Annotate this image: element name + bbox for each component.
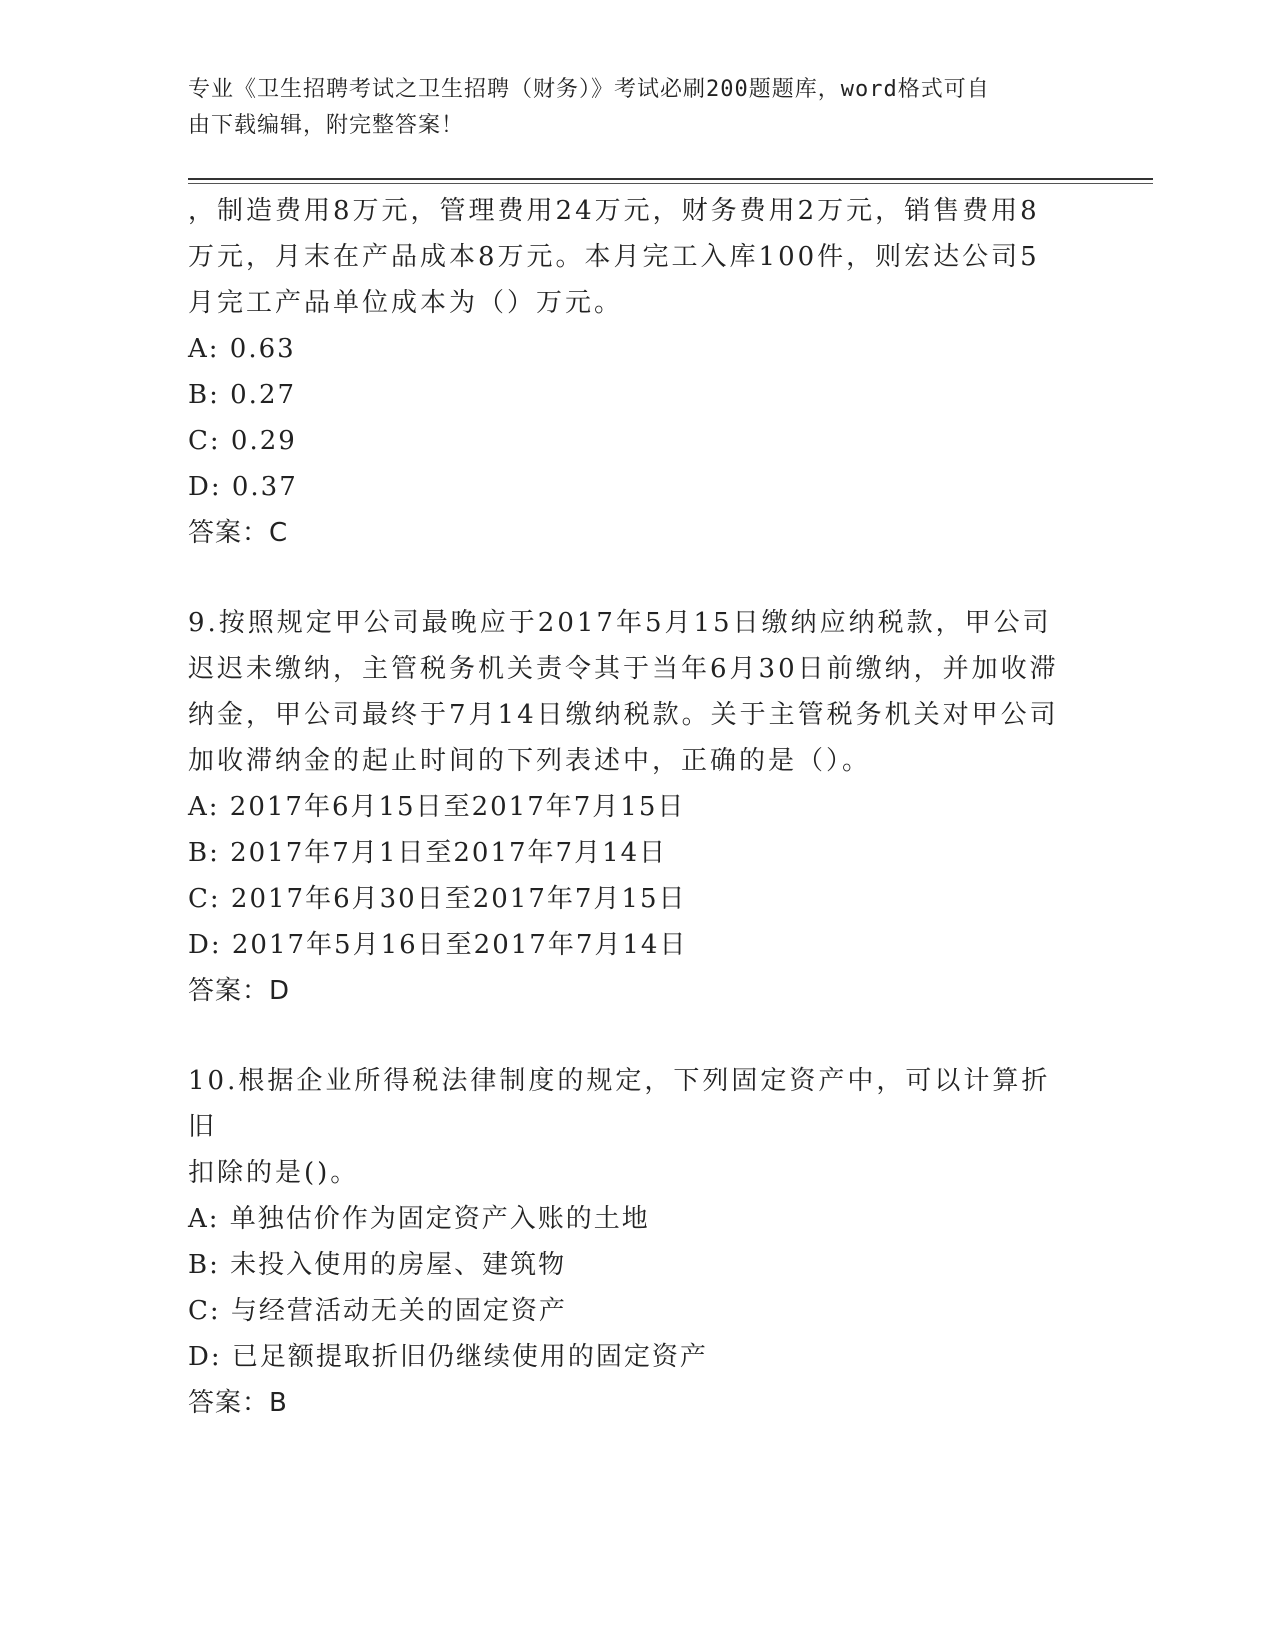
question-8-option-a: A: 0.63: [188, 334, 296, 364]
question-10-stem-line-2: 扣除的是()。: [188, 1158, 360, 1188]
question-9-answer: 答案：D: [188, 976, 291, 1006]
question-9-option-c: C: 2017年6月30日至2017年7月15日: [188, 884, 687, 914]
page-header: [188, 72, 1068, 144]
question-8-option-c: C: 0.29: [188, 426, 297, 456]
question-10: [188, 1058, 1078, 1426]
header-divider-thin: [188, 183, 1153, 184]
question-10-option-d: D: 已足额提取折旧仍继续使用的固定资产: [188, 1342, 708, 1372]
question-10-option-c: C: 与经营活动无关的固定资产: [188, 1296, 567, 1326]
question-9-option-a: A: 2017年6月15日至2017年7月15日: [188, 792, 686, 822]
question-8-stem-line-3: 月完工产品单位成本为（）万元。: [188, 288, 624, 318]
question-9-stem-line-2: 迟迟未缴纳，主管税务机关责令其于当年6月30日前缴纳，并加收滞: [188, 654, 1059, 684]
question-8: [188, 188, 1078, 556]
spacer: [188, 556, 1078, 600]
question-8-stem-line-1: ，制造费用8万元，管理费用24万元，财务费用2万元，销售费用8: [188, 196, 1040, 226]
header-line-1: 专业《卫生招聘考试之卫生招聘（财务）》考试必刷200题题库，word格式可自: [188, 77, 990, 102]
header-line-2: 由下载编辑，附完整答案！: [188, 113, 465, 138]
document-body: [188, 188, 1078, 1426]
question-9: [188, 600, 1078, 1014]
question-10-stem-line-1: 10.根据企业所得税法律制度的规定，下列固定资产中，可以计算折旧: [188, 1066, 1051, 1142]
question-10-option-b: B: 未投入使用的房屋、建筑物: [188, 1250, 567, 1280]
question-9-option-d: D: 2017年5月16日至2017年7月14日: [188, 930, 688, 960]
question-8-stem-line-2: 万元，月末在产品成本8万元。本月完工入库100件，则宏达公司5: [188, 242, 1040, 272]
header-divider-thick: [188, 178, 1153, 180]
question-10-option-a: A: 单独估价作为固定资产入账的土地: [188, 1204, 650, 1234]
question-8-option-d: D: 0.37: [188, 472, 298, 502]
question-8-option-b: B: 0.27: [188, 380, 297, 410]
question-8-answer: 答案：C: [188, 518, 289, 548]
spacer: [188, 1014, 1078, 1058]
question-10-answer: 答案：B: [188, 1388, 288, 1418]
question-9-stem-line-3: 纳金，甲公司最终于7月14日缴纳税款。关于主管税务机关对甲公司: [188, 700, 1059, 730]
question-9-stem-line-4: 加收滞纳金的起止时间的下列表述中，正确的是（）。: [188, 746, 872, 776]
question-9-option-b: B: 2017年7月1日至2017年7月14日: [188, 838, 668, 868]
question-9-stem-line-1: 9.按照规定甲公司最晚应于2017年5月15日缴纳应纳税款，甲公司: [188, 608, 1052, 638]
